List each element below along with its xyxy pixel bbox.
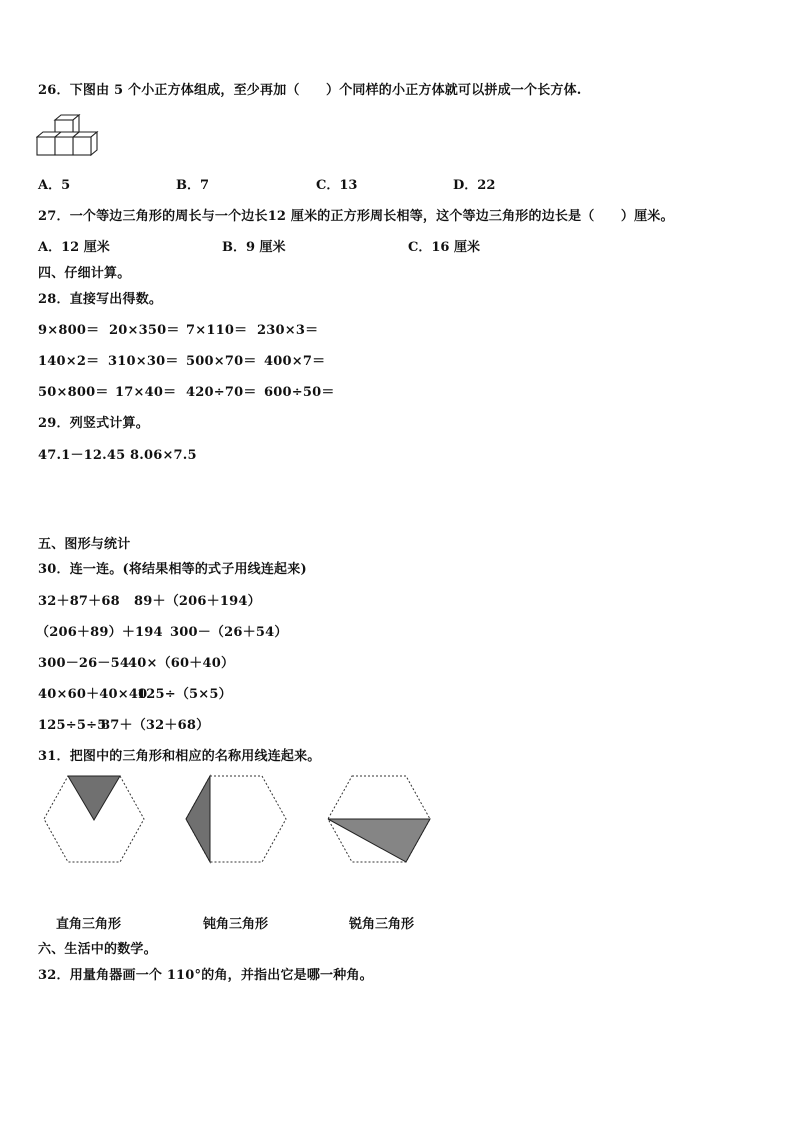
q26-option-b: B．7 [176,178,210,193]
triangle-label-acute: 锐角三角形 [349,917,415,932]
q27-option-a: A．12 厘米 [38,240,110,255]
q26-text: 26．下图由 5 个小正方体组成，至少再加（ ）个同样的小正方体就可以拼成一个长方体. [38,83,582,98]
q28-item: 20×350＝ [109,323,180,338]
q30-right-expr: 125÷（5×5） [137,687,232,702]
hexagon-figure-3 [326,774,432,864]
q29-item: 8.06×7.5 [130,448,197,463]
q28-item: 17×40＝ [115,385,177,400]
q26-option-a: A．5 [38,178,71,193]
q30-right-expr: 89＋（206＋194） [134,594,261,609]
q28-item: 500×70＝ [186,354,257,369]
q28-item: 140×2＝ [38,354,100,369]
triangle-shape [186,776,210,862]
q30-left-expr: （206＋89）＋194 [36,625,163,640]
cube-stack-figure [36,114,102,162]
q30-left-expr: 300－26－54 [38,656,130,671]
q28-item: 9×800＝ [38,323,100,338]
triangle-shape [328,819,430,862]
q26-option-d: D．22 [453,178,496,193]
section-5-heading: 五、图形与统计 [38,537,131,552]
q30-right-expr: 300－（26＋54） [170,625,288,640]
q32-text: 32．用量角器画一个 110°的角，并指出它是哪一种角。 [38,968,373,983]
q28-item: 7×110＝ [186,323,248,338]
triangle-label-right: 直角三角形 [56,917,122,932]
q29-item: 47.1－12.45 [38,448,126,463]
q30-left-expr: 125÷5÷5 [38,718,107,733]
q28-item: 50×800＝ [38,385,109,400]
section-6-heading: 六、生活中的数学。 [38,942,157,957]
q30-right-expr: 87＋（32＋68） [101,718,210,733]
q27-text: 27．一个等边三角形的周长与一个边长12 厘米的正方形周长相等，这个等边三角形的边长是（ ）厘米。 [38,209,674,224]
q30-left-expr: 40×60＋40×40 [38,687,148,702]
section-4-heading: 四、仔细计算。 [38,266,131,281]
q29-title: 29．列竖式计算。 [38,416,149,431]
triangle-label-obtuse: 钝角三角形 [203,917,269,932]
q28-item: 600÷50＝ [264,385,335,400]
q30-right-expr: 40×（60＋40） [128,656,235,671]
q27-option-b: B．9 厘米 [222,240,286,255]
q30-title: 30．连一连。(将结果相等的式子用线连起来) [38,562,307,577]
q28-item: 230×3＝ [257,323,319,338]
triangle-shape [68,776,120,820]
q31-title: 31．把图中的三角形和相应的名称用线连起来。 [38,749,321,764]
q28-item: 400×7＝ [264,354,326,369]
hexagon-figure-2 [184,774,288,864]
q28-title: 28．直接写出得数。 [38,292,163,307]
q26-option-c: C．13 [316,178,358,193]
q28-item: 420÷70＝ [186,385,257,400]
q27-option-c: C．16 厘米 [408,240,480,255]
q28-item: 310×30＝ [108,354,179,369]
q30-left-expr: 32＋87＋68 [38,594,120,609]
hexagon-figure-1 [42,774,146,864]
